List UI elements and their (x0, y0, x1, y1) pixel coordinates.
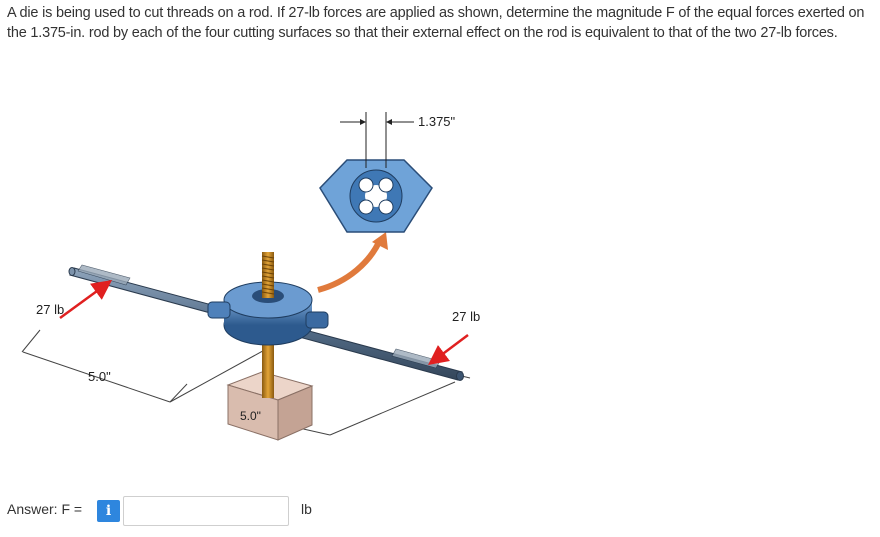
force-arrow-right (432, 335, 468, 362)
die-figure (0, 100, 520, 460)
info-icon[interactable]: i (97, 500, 120, 522)
force-left-label: 27 lb (36, 302, 65, 317)
dimension-left-label: 5.0" (88, 369, 111, 384)
curved-arrow (318, 240, 380, 290)
rod-upper (262, 252, 274, 298)
rod-lower (262, 340, 274, 398)
force-arrow-left (60, 283, 108, 318)
diameter-label: 1.375" (418, 114, 456, 129)
force-right-label: 27 lb (452, 309, 481, 324)
die-diagram (0, 100, 520, 460)
hex-die (320, 160, 432, 232)
dimension-right-label: 5.0" (240, 409, 261, 423)
answer-input[interactable] (123, 496, 289, 526)
answer-row (7, 494, 327, 526)
unit-label: lb (301, 501, 312, 517)
question-text: A die is being used to cut threads on a rod. If 27-lb forces are applied as shown, determine the magnitude F of the equal forces exerted on the 1.375-in. rod by each of the four cutting surfaces so that their external effect on the rod is equivalent to that of the two 27-lb forces. (7, 5, 865, 41)
answer-label: Answer: F = (7, 501, 83, 517)
